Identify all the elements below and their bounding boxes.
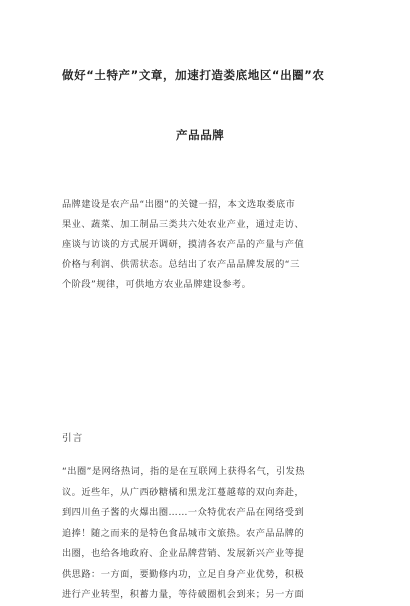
body-line: 进行产业转型，积蓄力量，等待破圈机会到来；另一方面 bbox=[62, 589, 305, 600]
body-line: 到四川鱼子酱的火爆出圈……一众特优农产品在网络受到 bbox=[62, 507, 305, 518]
abstract-line: 个阶段”规律，可供地方农业品牌建设参考。 bbox=[62, 279, 252, 290]
body-line: 议。近些年，从广西砂糖橘和黑龙江蔓越莓的双向奔赴， bbox=[62, 486, 305, 498]
document-title-line-1: 做好“土特产”文章，加速打造娄底地区“出圈”农 bbox=[62, 68, 325, 82]
body-line: 供思路：一方面，要勤修内功，立足自身产业优势，积极 bbox=[62, 568, 305, 580]
abstract-line: 价格与利润、供需状态。总结出了农产品品牌发展的“三 bbox=[62, 259, 300, 270]
section-heading-introduction: 引言 bbox=[62, 433, 84, 444]
abstract-line: 座谈与访谈的方式展开调研，摸清各农产品的产量与产值 bbox=[62, 239, 305, 250]
body-line: 出圈，也给各地政府、企业品牌营销、发展新兴产业等提 bbox=[62, 548, 305, 559]
body-line: 追捧！随之而来的是特色食品城市文旅热。农产品品牌的 bbox=[62, 527, 305, 539]
document-title-line-2: 产品品牌 bbox=[176, 128, 225, 142]
introduction-paragraph bbox=[62, 462, 362, 606]
abstract-line: 品牌建设是农产品“出圈”的关键一招，本文选取娄底市 bbox=[62, 199, 296, 210]
abstract-line: 果业、蔬菜、加工制品三类共六处农业产业，通过走访、 bbox=[62, 219, 305, 230]
abstract-paragraph bbox=[62, 195, 362, 295]
body-line: “出圈”是网络热词，指的是在互联网上获得名气，引发热 bbox=[62, 466, 306, 477]
